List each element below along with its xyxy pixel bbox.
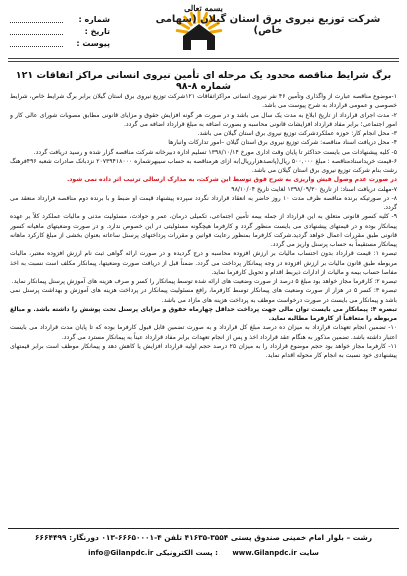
website-label: سایت (299, 549, 319, 557)
condition-paragraph: ۲- مدت اجرای قرارداد از تاریخ ابلاغ به مدت یک سال می باشد و در صورت هر گونه افزایش حقوق و مزایای قانونی مطابق مصوبات شورای عالی کار و امور اجتماعی؛ برابر مفاد قرارداد افزایشات قانونی محاسبه و بصورت اضافه به مبلغ قرارداد اضافه می گردد. (10, 111, 397, 128)
condition-paragraph: ۸- در صورتیکه برنده مناقصه ظرف مدت ۱۰ روز حاضر به انعقاد قرارداد نگردد سپرده پیشنهاد قیمت او ضبط و با برنده دوم مناقصه قرارداد منعقد می گردد. (10, 194, 397, 211)
attachment-label: پیوست : (76, 38, 110, 48)
website-value[interactable]: www.Gilanpdc.ir (232, 549, 297, 557)
bismillah-heading: بسمه تعالی (184, 3, 223, 13)
header-divider-second (8, 61, 399, 62)
number-label: شماره : (78, 14, 110, 24)
condition-paragraph: تبصره ۲: کارفرما مجاز خواهد بود مبلغ ۵ درصد از صورت وضعیت های ارائه شده توسط پیمانکار را کسر و صرف هزینه های آموزش پرسنل پیمانکار نماید. (11, 278, 397, 285)
company-name: شرکت توزیع نیروی برق استان گیلان (سهامی خاص) (155, 14, 381, 36)
attachment-dots (10, 40, 63, 47)
footer-contacts (8, 549, 399, 557)
condition-paragraph: ۴- محل دریافت اسناد مناقصه: شرکت توزیع نیروی برق استان گیلان –امور تدارکات وانبارها (168, 139, 397, 147)
email-label: پست الکترونیکی : (155, 549, 218, 557)
email-value[interactable]: info@Gilanpdc.ir (88, 549, 154, 557)
condition-paragraph: تبصره ۳: کسر ۵ در هزار از صورت وضعیت های پیمانکار توسط کارفرما، رافع مسئولیت پیمانکار در پرداخت هزینه های آموزش و بهداشت پرسنل نمی باشد و پیمانکار می بایست در صورت درخواست موظف به پرداخت هزینه های مازاد می باشد. (10, 287, 397, 304)
date-label: تاریخ : (84, 26, 110, 36)
condition-paragraph: ۱۱- کارفرما مجاز خواهد بود حجم موضوع قرارداد را به میزان ۲۵ درصد حجم اولیه قرارداد افزایش یا کاهش دهد و پیمانکار موظف است برابر قیمتهای پیشنهادی خود نسبت به انجام کار محوله اقدام نماید. (10, 342, 397, 359)
tender-title: برگ شرایط مناقصه محدود یک مرحله ای تأمین نیروی انسانی مراکز اتفاقات ۱۲۱ شماره ۸-۹۸ (15, 70, 392, 92)
footer-divider (8, 528, 399, 529)
tender-conditions-body (10, 92, 397, 516)
date-dots (10, 28, 63, 35)
condition-paragraph: در صورت عدم وصول فیش واریزی به شرح فوق توسط این شرکت، به مدارک ارسالی ترتیب اثر داده نمی شود. (66, 176, 397, 184)
condition-paragraph: ۱-موضوع مناقصه عبارت از واگذاری وتأمین ۴۶ نفر نیروی انسانی مراکزاتفاقات ۱۲۱شرکت توزیع نیروی برق استان گیلان برابر برگ شرایط خاص، شرایط خصوصی و عمومی قرارداد به شرح پیوست می باشد. (10, 93, 397, 110)
condition-paragraph: ۳- محل انجام کار: حوزه عملکردشرکت توزیع نیروی برق استان گیلان می باشد. (197, 130, 397, 137)
email-text[interactable] (88, 549, 218, 557)
condition-paragraph: تبصره ۴: پیمانکار می بایست توان مالی جهت پرداخت حداقل چهارماه حقوق و مزایای پرسنل تحت پوشش را داشته باشد. و مبالغ مربوطه را متعاقباً از کارفرما مطالبه نماید. (10, 305, 397, 322)
header-divider (8, 58, 399, 59)
condition-paragraph: ۶-قیمت خریداسنادمناقصه : مبلغ ۵۰۰,۰۰۰ ریال(پانصدهزارریال)به ازای هرمناقصه به حساب سیبهرشماره ۲۰۷۳۹۴۱۸۰۰۰ نزدبانک صادرات شعبه ۴۹۶فرهنگ رشت بنام شرکت توزیع نیروی برق استان گیلان می باشد. (10, 157, 397, 174)
number-field[interactable] (10, 13, 110, 25)
letter-meta-fields (10, 13, 110, 49)
footer-address: رشت – بلوار امام خمینی صندوق پستی ۳۵۵۴-۴۱۶۳۵ تلفن ۴-۶۶۶۵۰۰۰۱-۰۱۳ دورنگار: ۶۶۶۴۴۹۹ (34, 533, 373, 542)
condition-paragraph: ۹- کلیه کسور قانونی متعلق به این قرارداد از جمله بیمه تأمین اجتماعی، تکمیلی درمان، عمر و حوادث، مسئولیت مدنی و مالیات عملکرد کلاً بر عهده پیمانکار بوده و در قیمتهای پیشنهادی می بایست منظور گردد و کارفرما هیچگونه مسئولیتی در این خصوص ندارد. و در صورت وضعیتهای ماهیانه کسور قانونی طبق مقررات اعمال خواهد گردید.شرکت کارفرما بمنظور رعایت قوانین و مقررات پرداختهای پرسنل ساعاته بعنوان بخشی از مبلغ کارکرد ماهانه پیمانکار مستقیماً به حساب پرسنل واریز می گردد. (10, 213, 397, 248)
condition-paragraph: تبصره ۱: قیمت قرارداد بدون احتساب مالیات بر ارزش افزوده محاسبه و درج گردیده و در صورت ارائه گواهی ثبت نام ارزش افزوده معتبر، مالیات مربوطه طبق قانون مالیات بر ارزش افزوده در وجه پیمانکار پرداخت می گردد. ضمناً قبل از دریافت صورت وضعیتها، پیمانکار مکلف است نسبت به اخذ مفاصا حساب بیمه و مالیات از ادارات ذیربط اقدام و تحویل کارفرما نماید. (10, 250, 397, 276)
condition-paragraph: ۵- کلیه پیشنهادات می بایست حداکثر تا پایان وقت اداری مورخ ۱۳۹۸/۱۰/۱۴ تسلیم اداره دبیرخانه شرکت مناقصه گزار شده و رسید دریافت گردد. (33, 148, 397, 156)
attachment-field[interactable] (10, 37, 110, 49)
date-field[interactable] (10, 25, 110, 37)
website-text[interactable] (232, 549, 319, 557)
number-dots (10, 16, 63, 23)
condition-paragraph: ۷-مهلت دریافت اسناد: از تاریخ ۱۳۹۸/۰۹/۳۰ لغایت تاریخ ۹۸/۱۰/۰۴ (231, 185, 397, 193)
condition-paragraph: ۱۰- تضمین انجام تعهدات قرارداد به میزان ده درصد مبلغ کل قرارداد و به صورت تضمین قابل قبول کارفرما بوده که تا پایان مدت قرارداد می بایست اعتبار داشته باشد. تضمین مذکور به هنگام عقد قرارداد اخذ و پس از انجام تعهدات برابر مفاد قرارداد عیناً به پیمانکار مسترد می گردد. (10, 324, 397, 341)
